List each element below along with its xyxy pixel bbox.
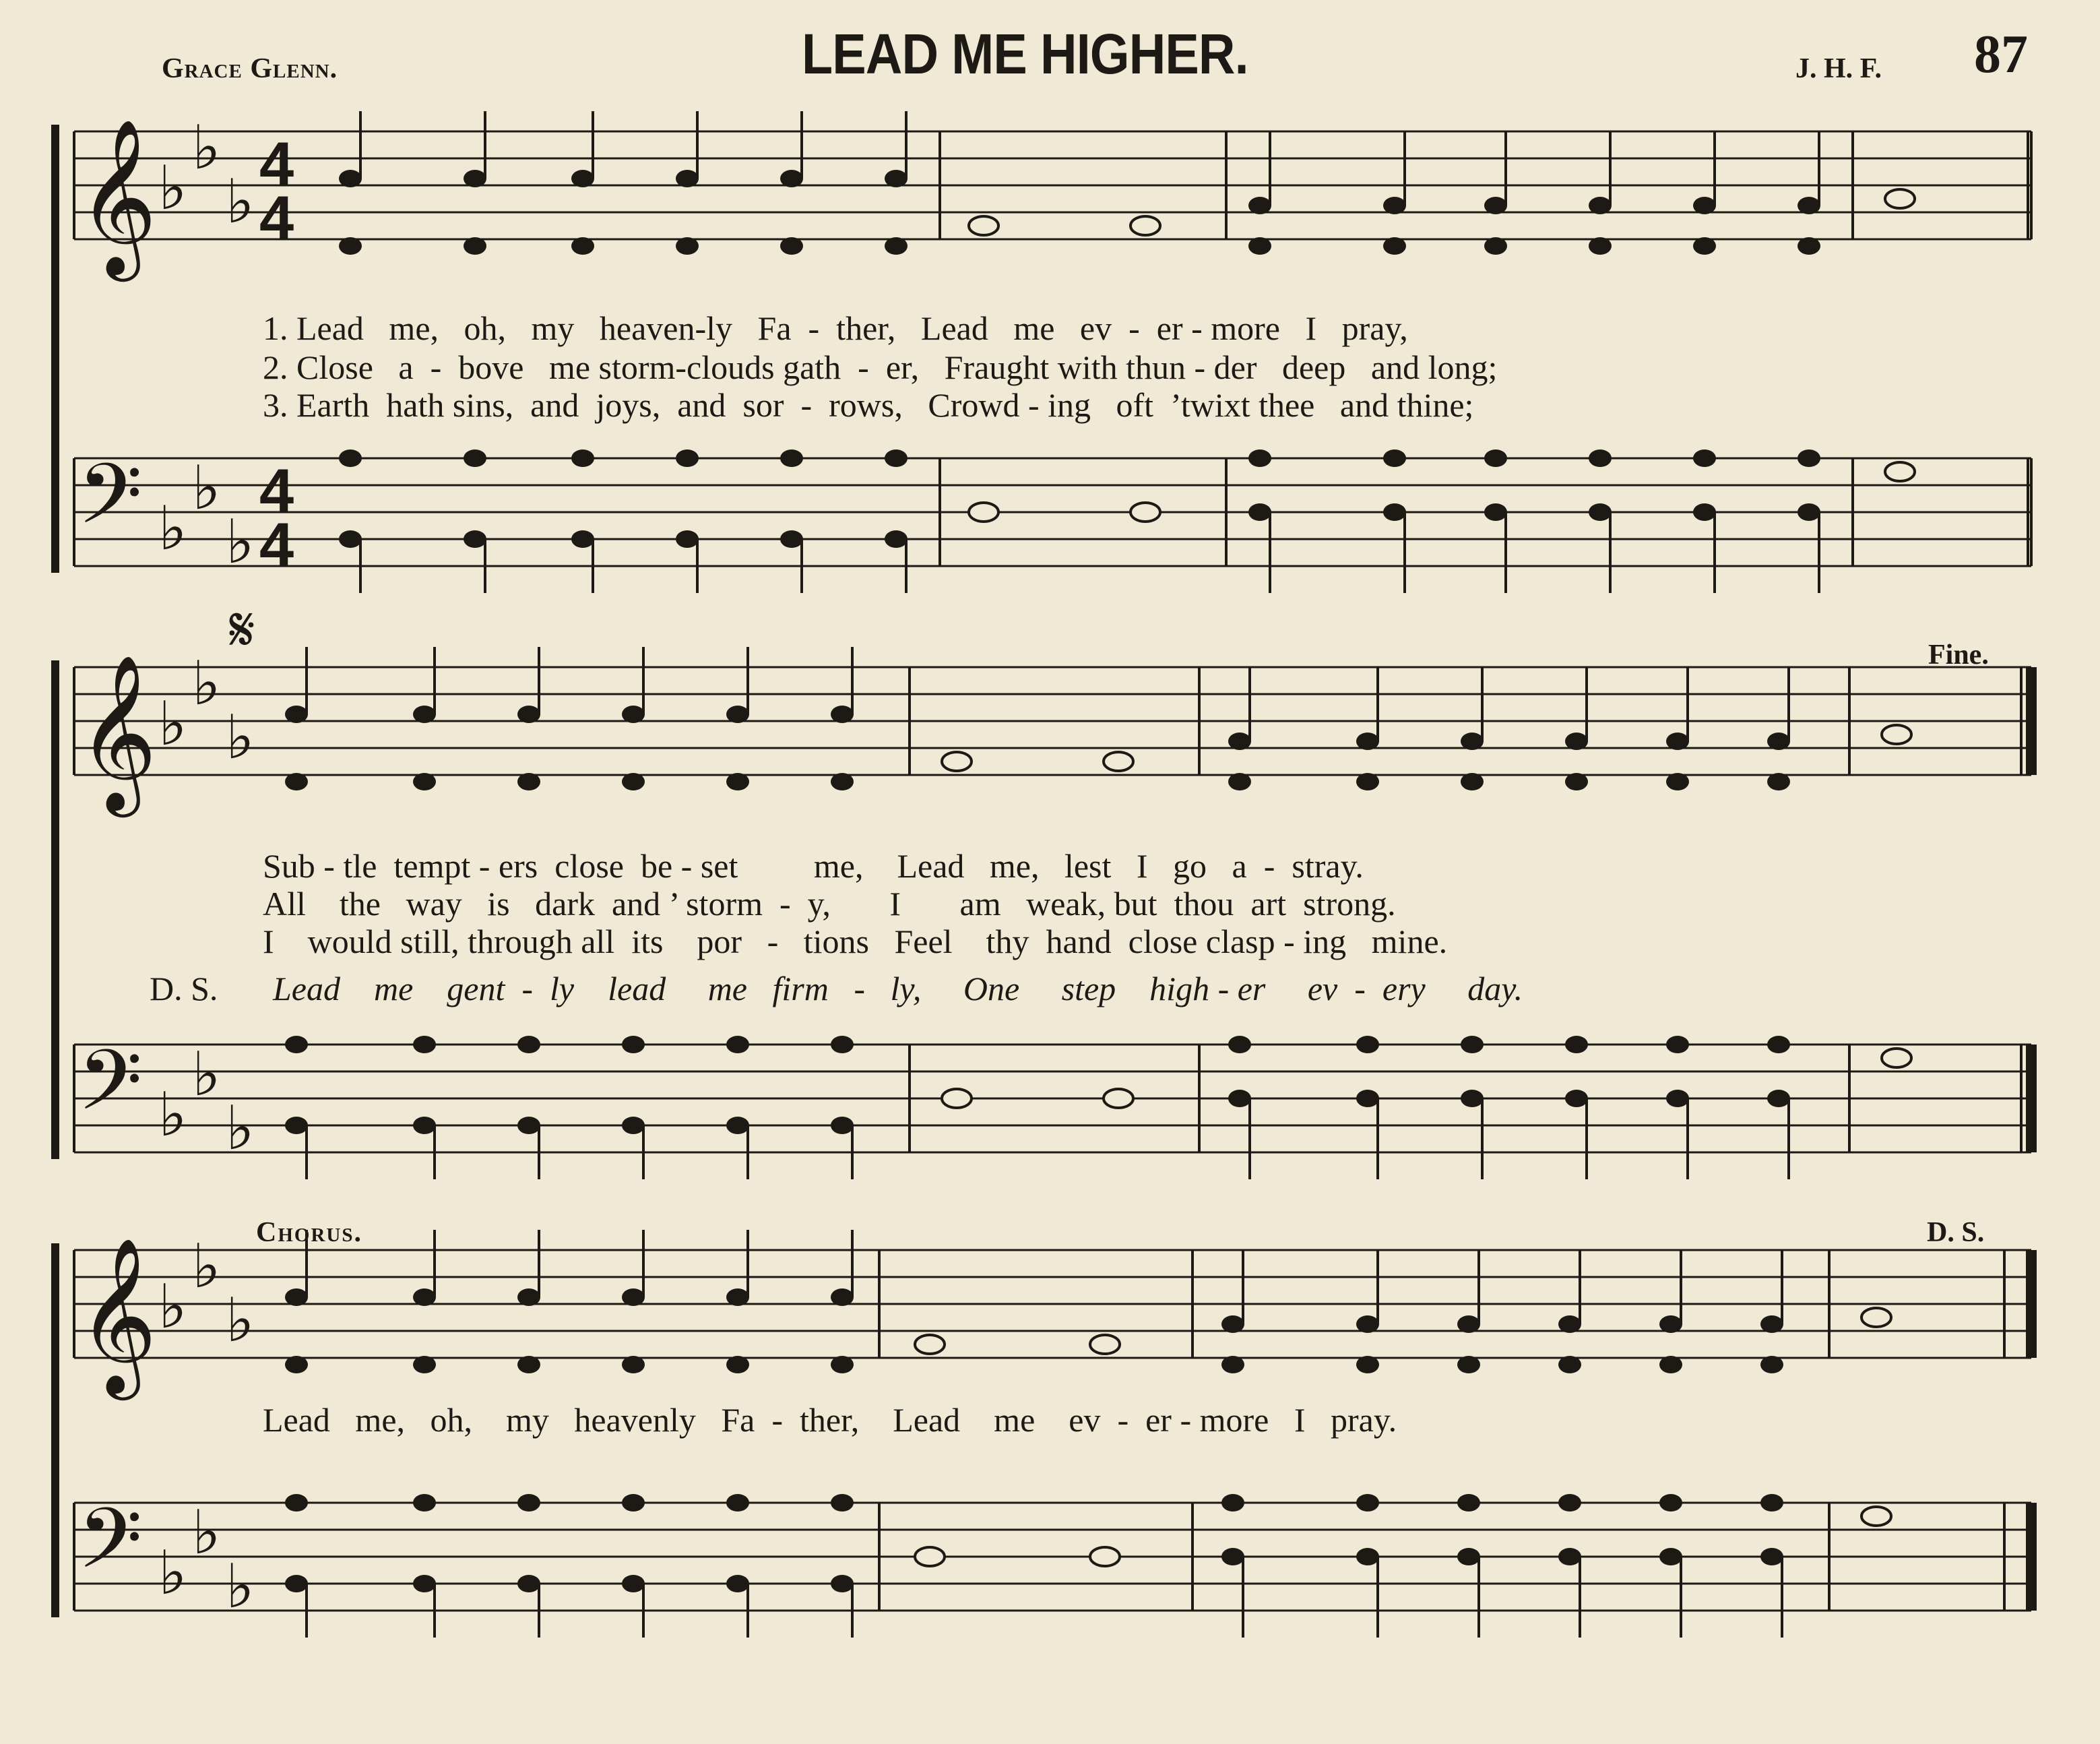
system-3-treble-m3-notehead [1558, 1356, 1581, 1373]
verse-2-line-2: All the way is dark and ’ storm - y, I am weak, but thou art strong. [263, 885, 1396, 923]
system-1-bass-m3-notehead [1484, 503, 1507, 521]
system-3-half-note [915, 1335, 945, 1354]
verse-3-line-1: 3. Earth hath sins, and joys, and sor - rows, Crowd - ing oft ’twixt thee and thine; [263, 386, 1474, 424]
system-3-bass-m1-notehead [831, 1575, 854, 1592]
system-2-treble-m3-notehead [1767, 773, 1790, 790]
system-2-bass-m1-notehead [413, 1117, 436, 1134]
system-3-treble-m3-notehead [1221, 1356, 1244, 1373]
system-1-bass-m3-notehead [1797, 449, 1820, 467]
system-2-half-note [1104, 752, 1133, 771]
system-3-treble-m1-notehead [517, 1288, 540, 1306]
system-3-final-note [1862, 1308, 1891, 1327]
system-1-bass-m1-notehead [339, 530, 362, 548]
system-1-bass-m1-notehead [885, 449, 908, 467]
system-1-bass-m3-notehead [1589, 449, 1612, 467]
verse-1-line-1: 1. Lead me, oh, my heaven-ly Fa - ther, Lead me ev - er - more I pray, [263, 309, 1408, 347]
system-2-treble-flat: ♭ [192, 648, 221, 719]
system-1-half-note [1131, 503, 1160, 522]
system-3-treble-m3-notehead [1760, 1356, 1783, 1373]
system-1-treble-m1-notehead [885, 170, 908, 187]
system-2-treble-m3-notehead [1461, 773, 1484, 790]
system-3-bass-m1-notehead [622, 1575, 645, 1592]
system-1-treble-m1-notehead [464, 170, 486, 187]
system-2-bass-flat: ♭ [192, 1039, 221, 1110]
system-2-treble-m1-notehead [726, 706, 749, 723]
system-3-treble-m3-notehead [1356, 1315, 1379, 1333]
system-3-bass-m3-notehead [1221, 1494, 1244, 1512]
system-3-treble-m3-notehead [1457, 1356, 1480, 1373]
system-3-bass-m3-notehead [1760, 1548, 1783, 1565]
system-3-treble-m1-notehead [622, 1356, 645, 1373]
system-3-bass-clef: 𝄢 [77, 1491, 143, 1608]
system-1-treble-m3-notehead [1383, 237, 1406, 255]
system-2-treble-m1-notehead [413, 706, 436, 723]
system-2-treble-m3-notehead [1666, 733, 1689, 750]
system-3-treble-m1-notehead [413, 1288, 436, 1306]
system-1-treble-m3-notehead [1589, 237, 1612, 255]
system-3-treble-m1-notehead [831, 1288, 854, 1306]
system-2-treble-m1-notehead [831, 706, 854, 723]
system-3-bass-m1-notehead [726, 1494, 749, 1512]
system-3-treble-m3-notehead [1659, 1315, 1682, 1333]
system-3-final-note [1862, 1507, 1891, 1526]
system-2-bass-flat: ♭ [226, 1093, 255, 1164]
system-1-bass-m3-notehead [1797, 503, 1820, 521]
system-2-bass-m1-notehead [726, 1117, 749, 1134]
system-2-bass-m1-notehead [726, 1036, 749, 1053]
system-3-bass-m3-notehead [1659, 1548, 1682, 1565]
system-2-bass-m3-notehead [1767, 1090, 1790, 1107]
system-3-bass-m1-notehead [831, 1494, 854, 1512]
system-1-treble-m3-notehead [1797, 237, 1820, 255]
system-1-treble-m3-notehead [1589, 197, 1612, 214]
system-1-treble-flat: ♭ [158, 153, 187, 224]
system-2-bass-m1-notehead [831, 1036, 854, 1053]
system-2-bass-m3-notehead [1461, 1090, 1484, 1107]
system-3-bass-m3-notehead [1558, 1548, 1581, 1565]
system-2-treble-m1-notehead [726, 773, 749, 790]
system-3-bass-m1-notehead [285, 1575, 308, 1592]
system-2-half-note [942, 752, 972, 771]
fine-marking: Fine. [1928, 640, 1989, 671]
system-3-treble-m1-notehead [831, 1356, 854, 1373]
segno-sign: 𝄋 [229, 594, 255, 665]
system-1-final-note [1885, 462, 1915, 481]
system-1-bass-m3-notehead [1383, 503, 1406, 521]
verse-1-line-2: Sub - tle tempt - ers close be - set me, Lead me, lest I go a - stray. [263, 847, 1364, 885]
system-1-bass-flat: ♭ [192, 453, 221, 524]
system-1-time-top: 4 [259, 130, 294, 199]
system-2-bass-m3-notehead [1356, 1090, 1379, 1107]
system-1-half-note [969, 216, 998, 235]
system-1-treble-m1-notehead [780, 237, 803, 255]
chorus-label: Chorus. [256, 1217, 362, 1248]
system-3-bass-m3-notehead [1356, 1494, 1379, 1512]
system-2-bass-m3-notehead [1666, 1036, 1689, 1053]
system-2-bass-m3-notehead [1767, 1036, 1790, 1053]
system-3-bass-flat: ♭ [192, 1497, 221, 1568]
system-2-bass-m1-notehead [413, 1036, 436, 1053]
system-3-bass-flat: ♭ [158, 1538, 187, 1609]
system-3-bass-flat: ♭ [226, 1551, 255, 1622]
system-1-treble-m3-notehead [1797, 197, 1820, 214]
system-2-bass-m1-notehead [285, 1117, 308, 1134]
system-1-bass-m1-notehead [676, 530, 699, 548]
system-3-bass-m1-notehead [285, 1494, 308, 1512]
system-3-half-note [1090, 1335, 1120, 1354]
hymn-title: LEAD ME HIGHER. [802, 22, 1248, 86]
system-3-bass-m1-notehead [413, 1575, 436, 1592]
system-1-half-note [969, 503, 998, 522]
system-1-bass-flat: ♭ [226, 507, 255, 578]
system-1-time-bottom: 4 [259, 511, 294, 580]
system-3-bass-m1-notehead [726, 1575, 749, 1592]
system-2-final-note [1882, 1049, 1911, 1067]
system-1-bass-m3-notehead [1383, 449, 1406, 467]
system-2-treble-m3-notehead [1461, 733, 1484, 750]
arranger-initials: J. H. F. [1795, 53, 1882, 84]
system-2-bass-m1-notehead [517, 1036, 540, 1053]
system-1-half-note [1131, 216, 1160, 235]
system-2-bass-m3-notehead [1461, 1036, 1484, 1053]
system-1-time-top: 4 [259, 457, 294, 526]
system-2-treble-m1-notehead [517, 773, 540, 790]
system-2-half-note [1104, 1089, 1133, 1108]
system-2-treble-m1-notehead [285, 773, 308, 790]
system-3-treble-flat: ♭ [158, 1272, 187, 1342]
system-1-treble-m3-notehead [1248, 237, 1271, 255]
system-1-treble-m3-notehead [1693, 237, 1716, 255]
system-2-treble-m1-notehead [517, 706, 540, 723]
system-2-bass-m1-notehead [285, 1036, 308, 1053]
system-2-bass-m3-notehead [1228, 1090, 1251, 1107]
system-3-treble-m3-notehead [1221, 1315, 1244, 1333]
system-1-bass-m3-notehead [1248, 503, 1271, 521]
system-2-treble-m1-notehead [831, 773, 854, 790]
system-1-bass-m1-notehead [885, 530, 908, 548]
system-3-bass-m3-notehead [1457, 1548, 1480, 1565]
system-1-bass-m1-notehead [464, 449, 486, 467]
system-3-treble-clef: 𝄞 [77, 1237, 158, 1394]
system-1-bass-m3-notehead [1484, 449, 1507, 467]
system-3-treble-m1-notehead [726, 1288, 749, 1306]
system-2-bass-flat: ♭ [158, 1080, 187, 1150]
system-2-treble-m3-notehead [1565, 773, 1588, 790]
system-3-bass-m3-notehead [1457, 1494, 1480, 1512]
system-1-treble-m1-notehead [676, 170, 699, 187]
system-1-treble-m1-notehead [339, 237, 362, 255]
verse-3-line-2: I would still, through all its por - tions Feel thy hand close clasp - ing mine. [263, 923, 1448, 960]
system-3-treble-flat: ♭ [192, 1231, 221, 1302]
system-2-treble-m1-notehead [285, 706, 308, 723]
system-3-treble-m3-notehead [1558, 1315, 1581, 1333]
system-3-treble-m3-notehead [1457, 1315, 1480, 1333]
system-2-bass-m3-notehead [1666, 1090, 1689, 1107]
system-3-treble-flat: ♭ [226, 1285, 255, 1356]
system-2-bass-m3-notehead [1356, 1036, 1379, 1053]
system-2-final-note [1882, 725, 1911, 744]
system-1-bass-m1-notehead [571, 449, 594, 467]
system-2-treble-clef: 𝄞 [77, 654, 158, 811]
system-1-bass-m3-notehead [1589, 503, 1612, 521]
system-2-treble-m3-notehead [1565, 733, 1588, 750]
system-2-bass-m3-notehead [1565, 1090, 1588, 1107]
system-1-treble-m1-notehead [780, 170, 803, 187]
system-2-bass-m1-notehead [831, 1117, 854, 1134]
system-3-half-note [915, 1547, 945, 1566]
system-3-treble-m1-notehead [622, 1288, 645, 1306]
system-1-bass-m1-notehead [780, 530, 803, 548]
system-2-half-note [942, 1089, 972, 1108]
system-2-treble-m3-notehead [1666, 773, 1689, 790]
system-1-final-note [1885, 189, 1915, 208]
system-2-treble-m3-notehead [1356, 773, 1379, 790]
system-2-bass-m1-notehead [622, 1117, 645, 1134]
system-3-bass-m3-notehead [1760, 1494, 1783, 1512]
system-2-treble-flat: ♭ [158, 689, 187, 759]
system-3-treble-m1-notehead [517, 1356, 540, 1373]
chorus-lyric-line: Lead me, oh, my heavenly Fa - ther, Lead me ev - er - more I pray. [263, 1401, 1397, 1439]
chorus-ds-marking: D. S. [1927, 1217, 1985, 1248]
ds-lyric-line: Lead me gent - ly lead me firm - ly, One step high - er ev - ery day. [273, 970, 1523, 1007]
system-1-treble-m1-notehead [571, 237, 594, 255]
system-3-treble-m3-notehead [1659, 1356, 1682, 1373]
composer-credit: Grace Glenn. [162, 53, 338, 84]
system-2-treble-m3-notehead [1356, 733, 1379, 750]
system-1-treble-flat: ♭ [226, 166, 255, 237]
system-3-treble-m3-notehead [1356, 1356, 1379, 1373]
system-1-bass-m1-notehead [780, 449, 803, 467]
system-2-treble-flat: ♭ [226, 702, 255, 773]
system-1-bass-m3-notehead [1248, 449, 1271, 467]
system-3-bass-m1-notehead [622, 1494, 645, 1512]
system-2-treble-m3-notehead [1767, 733, 1790, 750]
system-1-treble-m1-notehead [676, 237, 699, 255]
system-1-treble-m3-notehead [1693, 197, 1716, 214]
system-2-bass-m3-notehead [1228, 1036, 1251, 1053]
system-1-treble-m1-notehead [339, 170, 362, 187]
system-3-bass-m1-notehead [517, 1575, 540, 1592]
system-3-treble-m3-notehead [1760, 1315, 1783, 1333]
system-2-bass-m1-notehead [622, 1036, 645, 1053]
system-1-bass-m1-notehead [339, 449, 362, 467]
system-1-bass-m3-notehead [1693, 449, 1716, 467]
system-1-treble-m3-notehead [1248, 197, 1271, 214]
system-1-time-bottom: 4 [259, 184, 294, 253]
system-3-bass-m3-notehead [1558, 1494, 1581, 1512]
system-3-treble-m1-notehead [285, 1356, 308, 1373]
system-2-treble-m1-notehead [413, 773, 436, 790]
system-3-treble-m1-notehead [285, 1288, 308, 1306]
system-3-bass-m1-notehead [413, 1494, 436, 1512]
system-1-bass-m1-notehead [676, 449, 699, 467]
system-2-bass-clef: 𝄢 [77, 1032, 143, 1150]
ds-label: D. S. [150, 970, 218, 1007]
system-1-treble-clef: 𝄞 [77, 118, 158, 275]
system-3-bass-m3-notehead [1659, 1494, 1682, 1512]
system-1-bass-m3-notehead [1693, 503, 1716, 521]
system-3-bass-m3-notehead [1221, 1548, 1244, 1565]
system-3-treble-m1-notehead [413, 1356, 436, 1373]
system-1-treble-m1-notehead [885, 237, 908, 255]
system-1-treble-m3-notehead [1484, 197, 1507, 214]
system-3-treble-m1-notehead [726, 1356, 749, 1373]
system-2-bass-m3-notehead [1565, 1036, 1588, 1053]
system-1-treble-flat: ♭ [192, 113, 221, 183]
system-2-treble-m3-notehead [1228, 773, 1251, 790]
system-2-bass-m1-notehead [517, 1117, 540, 1134]
system-1-bass-m1-notehead [571, 530, 594, 548]
system-2-treble-m1-notehead [622, 773, 645, 790]
system-2-treble-m1-notehead [622, 706, 645, 723]
verse-2-line-1: 2. Close a - bove me storm-clouds gath - er, Fraught with thun - der deep and long; [263, 348, 1498, 386]
system-3-bass-m3-notehead [1356, 1548, 1379, 1565]
system-3-half-note [1090, 1547, 1120, 1566]
system-1-bass-clef: 𝄢 [77, 446, 143, 563]
page-number: 87 [1974, 25, 2028, 84]
system-1-treble-m1-notehead [464, 237, 486, 255]
system-1-treble-m3-notehead [1484, 237, 1507, 255]
system-1-bass-m1-notehead [464, 530, 486, 548]
system-1-treble-m3-notehead [1383, 197, 1406, 214]
system-3-bass-m1-notehead [517, 1494, 540, 1512]
system-1-bass-flat: ♭ [158, 493, 187, 564]
system-1-treble-m1-notehead [571, 170, 594, 187]
system-2-treble-m3-notehead [1228, 733, 1251, 750]
